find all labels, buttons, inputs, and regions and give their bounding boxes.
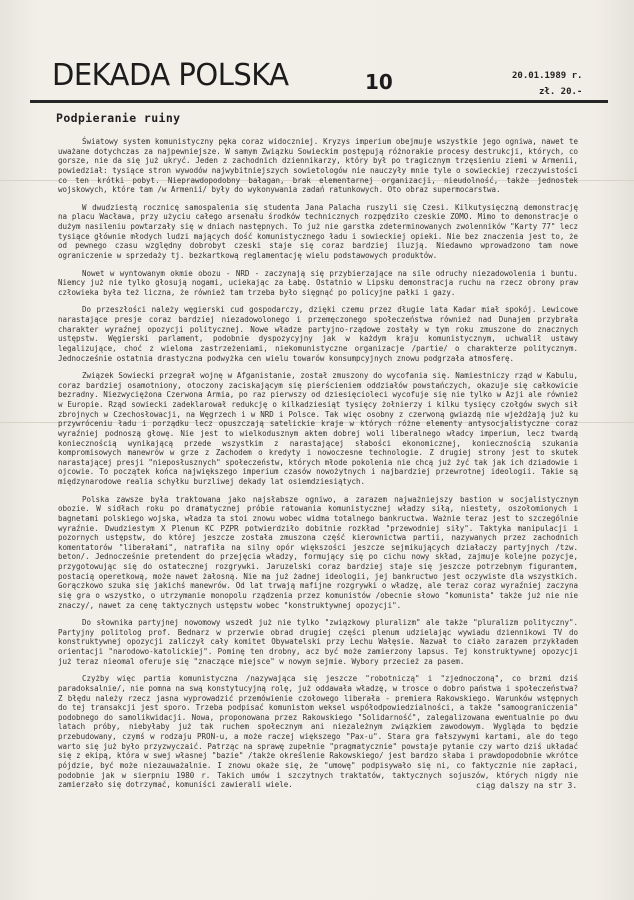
article-paragraph: Nowet w wyntowanym okmie obozu - NRD - zaczynają się przybierzające na sile odruchy niezadowolenia i buntu. Niemcy już nie tylko głosują nogami, uciekając za Łabę. Ostatnio w Lipsku demonstracja ruchu na rzecz obrony praw człowieka była też liczna, że również tam trzeba było sięgnąć po policyjne pałki i gazy.	[58, 268, 578, 297]
masthead-title: DEKADA POLSKA	[52, 56, 289, 93]
article-title: Podpieranie ruiny	[56, 111, 181, 125]
masthead-rule	[30, 100, 608, 103]
article-paragraph: Polska zawsze była traktowana jako najsłabsze ogniwo, a zarazem najważniejszy bastion w socjalistycznym obozie. W sidłach roku po dramatycznej próbie ratowania komunistycznej władzy siłą, niestety, oszołomionych i bagnetami polskiego wojska, władza ta stoi znowu wobec widma totalnego bankructwa. Ważnie teraz jest to szczególnie wyraźnie. Dwudziestym X Plenum KC PZPR potwierdziło dobitnie rozkład "przewodniej siły". Taktyka manipulacji i pozornych ustępstw, do której jeszcze została zmuszona część kierownictwa partii, nazywanych przez zachodnich komentatorów "liberałami", natrafiła na silny opór większości jeszcze sejmikujących działaczy partyjnych /tzw. beton/. Jednocześnie pretendent do przejęcia władzy, formujący się po cichu nowy skład, zajmuje kolejne pozycje, przygotowując się do ostatecznej rozgrywki. Jaruzelski coraz bardziej staje się jeszcze potrzebnym figurantem, postacią operetkową, może nawet żałosną. Nie ma już żadnej ideologii, jej bankructwo jest oczywiste dla wszystkich. Gorączkowo szuka się jakichś manewrów. Od lat trwają mafijne rozgrywki o władzę, ale teraz coraz wyraźniej zaczyna się gra o wszystko, o utrzymanie monopolu rządzenia przez komunistów /obecnie słowo "komunista" także już nie nie znaczy/, nawet za cenę taktycznych ustępstw wobec "konstruktywnej opozycji".	[58, 494, 578, 610]
article-paragraph: Do słownika partyjnej nowomowy wszedł już nie tylko "związkowy pluralizm" ale także "pluralizm polityczny". Partyjny politolog prof. Bednarz w przerwie obrad drugiej części plenum udzielając wywiadu dziennikowi TV do konstruktywnej opozycji zaliczył cały komitet Obywatelski przy Lechu Wałęsie. Nazwał to ciało zarazem przykładem orientacji "narodowo-katolickiej". Pominę ten drobny, acz być może zamierzony lapsus. Tej konstruktywnej opozycji już teraz nieomal oferuje się "znaczące miejsce" w nowym sejmie. Wybory przecież za pasem.	[58, 618, 578, 666]
article-paragraph: Światowy system komunistyczny pęka coraz widoczniej. Kryzys imperium obejmuje wszystkie jego ogniwa, nawet te uważane dotychczas za najpewniejsze. W samym Związku Sowieckim postępują różnorakie procesy destrukcji, których, co gorsze, nie da się już ukryć. Jeden z zachodnich dziennikarzy, który był po tragicznym trzęsieniu ziemi w Armenii, powiedział: tysiące stron wywodów najwybitniejszych sowietologów nie nauczyły mnie tyle o sowieckiej rzeczywistości co ten krótki pobyt. Nieprawdopodobny bałagan, brak elementarnej organizacji, nieudolność, także jednostek wojskowych, które tam /w Armenii/ były do wykonywania zadań ratunkowych. Oto obraz supermocarstwa.	[58, 137, 578, 195]
article-body	[58, 137, 578, 798]
issue-price: zł. 20.-	[539, 87, 583, 97]
article-paragraph: Czyżby więc partia komunistyczna /nazywająca się jeszcze "robotniczą" i "zjednoczoną", co brzmi dziś paradoksalnie/, nie pomna na swą konstytucyjną rolę, już oddawała władzę, w trosce o dobro państwa i społeczeństwa? Z błędu należy rzecz jasna wyprowadzić przemówienie czołowego liberała - premiera Rakowskiego. Warunków wstępnych do tej transakcji jest sporo. Trzeba podpisać komunistom weksel współodpowiedzialności, a także "samoograniczenia" podobnego do samolikwidacji. Nowa, proponowana przez Rakowskiego "Solidarność", zalegalizowana ewentualnie po dwu latach próby, niebyłaby już tak ruchem społecznym ani niezależnym związkiem zawodowym. Wygląda to będzie przebudowany, czymś w rodzaju PRON-u, a może raczej większego "Pax-u". Stara gra fałszywymi kartami, ale do tego warto się już było przyzwyczaić. Patrząc na sprawę zupełnie "pragmatycznie" powstaje pytanie czy warto dziś układać się z ekipą, która w swej własnej "bazie" /także określenie Rakowskiego/ jest bardzo słaba i prawdopodobnie wkrótce pójdzie, być może niezauważalnie. I znowu okaże się, że "umowę" podpisywało się ni, co faktycznie nie zapłaci, podobnie jak w sierpniu 1980 r. Takich umów i szczytnych traktatów, taktycznych sojuszów, których nigdy nie zamierzało się dotrzymać, komuniści zawierali wiele.	[58, 674, 578, 790]
article-paragraph: W dwudziestą rocznicę samospalenia się studenta Jana Palacha ruszyli się Czesi. Kilkutysięczną demonstrację na placu Wacława, przy użyciu całego arsenału środków technicznych rozpędziło czeskie ZOMO. Mimo to demonstracje o dużym nasileniu powtarzały się w dniach następnych. To już nie garstka zdeterminowanych zwolenników "Karty 77" lecz tysiące głównie młodych ludzi mających dość komunistycznego ładu i sowieckiej opieki. Nie bez znaczenia jest to, że od pewnego czasu względny dobrobyt czeski staje się coraz bardziej iluzją. Niedawno wprowadzono tam nowe ograniczenie w sprzedaży tj. bezkartkową reglamentację wielu podstawowych produktów.	[58, 202, 578, 260]
continued-note: ciąg dalszy na str 3.	[476, 781, 578, 790]
article-paragraph: Do przeszłości należy węgierski cud gospodarczy, dzięki czemu przez długie lata Kadar miał spokój. Lewicowe narastające presje coraz bardziej niezadowolonego i przemęczonego społeczeństwa również nad Dunajem przybrała charakter wyraźnej opozycji politycznej. Nowe władze partyjno-rządowe zostały w tym roku zmuszone do znacznych ustępstw. Węgierski parlament, podobnie dyspozycyjny jak w każdym kraju komunistycznym, uchwalił ustawy legalizujące, choć z wieloma zastrzeżeniami, niekomunistyczne organizacje /partie/ o charakterze politycznym. Jednocześnie ostatnia drastyczna podwyżka cen wielu towarów konsumpcyjnych znowu podgrzała atmosferę.	[58, 305, 578, 363]
issue-number: 10	[365, 70, 393, 94]
article-paragraph: Związek Sowiecki przegrał wojnę w Afganistanie, został zmuszony do wycofania się. Namiestniczy rząd w Kabulu, coraz bardziej osamotniony, otoczony zaciskającym się pierścieniem oddziałów powstańczych, okazuje się całkowicie bezradny. Niezwyciężona Czerwona Armia, po raz pierwszy od dziesięcioleci wycofuje się nie tylko w Azji ale również w Europie. Rząd sowiecki zadeklarował redukcję o kilkadziesiąt tysięcy żołnierzy i kilku tysięcy czołgów swych sił zbrojnych w Czechosłowacji, na Węgrzech i w NRD i Polsce. Tak więc osobny z czerwoną gwiazdą nie wjeżdżają już ku przywróceniu ładu i porządku lecz opuszczają satelickie kraje w których różne elementy antysocjalistyczne coraz wyraźniej podnoszą głowę. Nie jest to wielkodusznym aktem dobrej woli liberalnego władcy imperium, lecz twardą koniecznością wynikającą przede wszystkim z narastającej słabości ekonomicznej, koniecznością szukania kompromisowych manewrów w grze z Zachodem o kredyty i nowoczesne technologie. Z drugiej strony jest to skutek narastającej presji "nieposłusznych" społeczeństw, których młode pokolenia nie chcą już żyć tak jak ich dziadowie i ojcowie. To początek końca największego imperium czasów nowożytnych i najbardziej przewrotnej ideologii. Takie są międzynarodowe realia schyłku burzliwej dekady lat osiemdziesiątych.	[58, 371, 578, 486]
issue-date: 20.01.1989 r.	[512, 71, 583, 81]
